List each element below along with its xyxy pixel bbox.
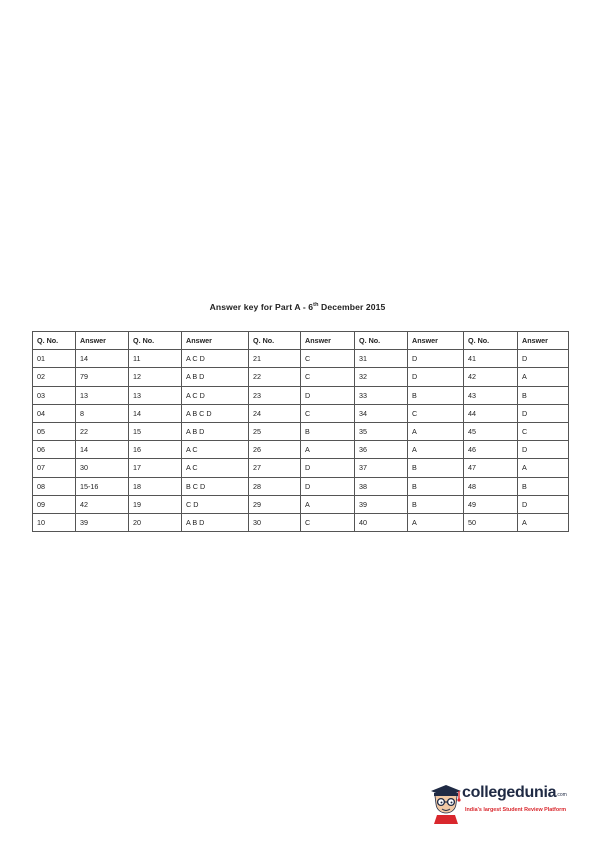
question-number-cell: 46 <box>464 441 518 459</box>
answer-cell: D <box>518 350 569 368</box>
question-number-cell: 47 <box>464 459 518 477</box>
column-header: Q. No. <box>249 332 301 350</box>
answer-cell: D <box>518 495 569 513</box>
logo-wordmark: collegedunia <box>462 784 557 801</box>
collegedunia-logo <box>428 782 568 824</box>
answer-cell: A B D <box>182 513 249 531</box>
question-number-cell: 42 <box>464 368 518 386</box>
question-number-cell: 31 <box>355 350 408 368</box>
question-number-cell: 43 <box>464 386 518 404</box>
question-number-cell: 01 <box>33 350 76 368</box>
answer-cell: A <box>518 513 569 531</box>
answer-cell: 15-16 <box>76 477 129 495</box>
question-number-cell: 41 <box>464 350 518 368</box>
answer-cell: C <box>518 422 569 440</box>
table-row <box>33 422 569 440</box>
table-header-row <box>33 332 569 350</box>
answer-cell: 42 <box>76 495 129 513</box>
answer-cell: A C D <box>182 386 249 404</box>
answer-cell: B <box>408 495 464 513</box>
column-header: Q. No. <box>464 332 518 350</box>
answer-cell: A <box>301 495 355 513</box>
answer-cell: A C <box>182 441 249 459</box>
question-number-cell: 23 <box>249 386 301 404</box>
page-title <box>0 302 595 312</box>
table-row <box>33 368 569 386</box>
question-number-cell: 02 <box>33 368 76 386</box>
question-number-cell: 39 <box>355 495 408 513</box>
question-number-cell: 14 <box>129 404 182 422</box>
answer-cell: A C D <box>182 350 249 368</box>
question-number-cell: 06 <box>33 441 76 459</box>
answer-cell: B C D <box>182 477 249 495</box>
question-number-cell: 28 <box>249 477 301 495</box>
answer-cell: A <box>518 368 569 386</box>
question-number-cell: 30 <box>249 513 301 531</box>
answer-cell: C <box>301 350 355 368</box>
question-number-cell: 34 <box>355 404 408 422</box>
table-row <box>33 441 569 459</box>
question-number-cell: 40 <box>355 513 408 531</box>
question-number-cell: 20 <box>129 513 182 531</box>
answer-cell: D <box>408 368 464 386</box>
answer-cell: D <box>518 441 569 459</box>
question-number-cell: 03 <box>33 386 76 404</box>
answer-cell: A B D <box>182 422 249 440</box>
answer-cell: A B D <box>182 368 249 386</box>
question-number-cell: 44 <box>464 404 518 422</box>
question-number-cell: 04 <box>33 404 76 422</box>
question-number-cell: 08 <box>33 477 76 495</box>
question-number-cell: 27 <box>249 459 301 477</box>
column-header: Q. No. <box>129 332 182 350</box>
column-header: Q. No. <box>355 332 408 350</box>
answer-cell: C <box>301 368 355 386</box>
question-number-cell: 22 <box>249 368 301 386</box>
answer-cell: C <box>408 404 464 422</box>
column-header: Answer <box>76 332 129 350</box>
answer-cell: A <box>408 513 464 531</box>
logo-domain-suffix: .com <box>556 792 567 798</box>
answer-cell: D <box>408 350 464 368</box>
mascot-graduate-icon <box>428 782 462 824</box>
column-header: Answer <box>408 332 464 350</box>
question-number-cell: 25 <box>249 422 301 440</box>
answer-cell: B <box>301 422 355 440</box>
table-row <box>33 404 569 422</box>
answer-cell: B <box>408 477 464 495</box>
answer-cell: B <box>408 459 464 477</box>
answer-cell: 13 <box>76 386 129 404</box>
question-number-cell: 50 <box>464 513 518 531</box>
question-number-cell: 49 <box>464 495 518 513</box>
answer-cell: A <box>518 459 569 477</box>
answer-cell: D <box>301 386 355 404</box>
answer-cell: B <box>518 477 569 495</box>
answer-cell: 8 <box>76 404 129 422</box>
logo-tagline: India's largest Student Review Platform <box>465 807 567 813</box>
question-number-cell: 33 <box>355 386 408 404</box>
question-number-cell: 45 <box>464 422 518 440</box>
table-row <box>33 495 569 513</box>
question-number-cell: 07 <box>33 459 76 477</box>
question-number-cell: 26 <box>249 441 301 459</box>
answer-cell: C D <box>182 495 249 513</box>
answer-cell: 14 <box>76 441 129 459</box>
table-row <box>33 350 569 368</box>
question-number-cell: 10 <box>33 513 76 531</box>
table-row <box>33 477 569 495</box>
table-body <box>33 350 569 532</box>
question-number-cell: 36 <box>355 441 408 459</box>
answer-cell: A C <box>182 459 249 477</box>
question-number-cell: 11 <box>129 350 182 368</box>
question-number-cell: 12 <box>129 368 182 386</box>
answer-cell: 14 <box>76 350 129 368</box>
answer-cell: 79 <box>76 368 129 386</box>
answer-cell: D <box>518 404 569 422</box>
question-number-cell: 15 <box>129 422 182 440</box>
question-number-cell: 09 <box>33 495 76 513</box>
answer-cell: A <box>301 441 355 459</box>
question-number-cell: 32 <box>355 368 408 386</box>
table-row <box>33 459 569 477</box>
question-number-cell: 05 <box>33 422 76 440</box>
question-number-cell: 16 <box>129 441 182 459</box>
answer-cell: B <box>518 386 569 404</box>
answer-cell: C <box>301 513 355 531</box>
question-number-cell: 17 <box>129 459 182 477</box>
answer-cell: B <box>408 386 464 404</box>
answer-cell: D <box>301 459 355 477</box>
answer-cell: A B C D <box>182 404 249 422</box>
title-suffix: December 2015 <box>318 302 386 312</box>
column-header: Answer <box>301 332 355 350</box>
question-number-cell: 24 <box>249 404 301 422</box>
answer-cell: 39 <box>76 513 129 531</box>
answer-cell: 22 <box>76 422 129 440</box>
question-number-cell: 37 <box>355 459 408 477</box>
column-header: Q. No. <box>33 332 76 350</box>
answer-cell: 30 <box>76 459 129 477</box>
answer-key-table <box>32 331 569 532</box>
column-header: Answer <box>182 332 249 350</box>
question-number-cell: 18 <box>129 477 182 495</box>
answer-cell: A <box>408 441 464 459</box>
table-row <box>33 513 569 531</box>
question-number-cell: 13 <box>129 386 182 404</box>
question-number-cell: 29 <box>249 495 301 513</box>
answer-cell: D <box>301 477 355 495</box>
title-prefix: Answer key for Part A - 6 <box>209 302 314 312</box>
table-row <box>33 386 569 404</box>
question-number-cell: 35 <box>355 422 408 440</box>
answer-cell: C <box>301 404 355 422</box>
column-header: Answer <box>518 332 569 350</box>
title-superscript: th <box>313 302 319 309</box>
question-number-cell: 19 <box>129 495 182 513</box>
answer-cell: A <box>408 422 464 440</box>
question-number-cell: 38 <box>355 477 408 495</box>
question-number-cell: 21 <box>249 350 301 368</box>
question-number-cell: 48 <box>464 477 518 495</box>
